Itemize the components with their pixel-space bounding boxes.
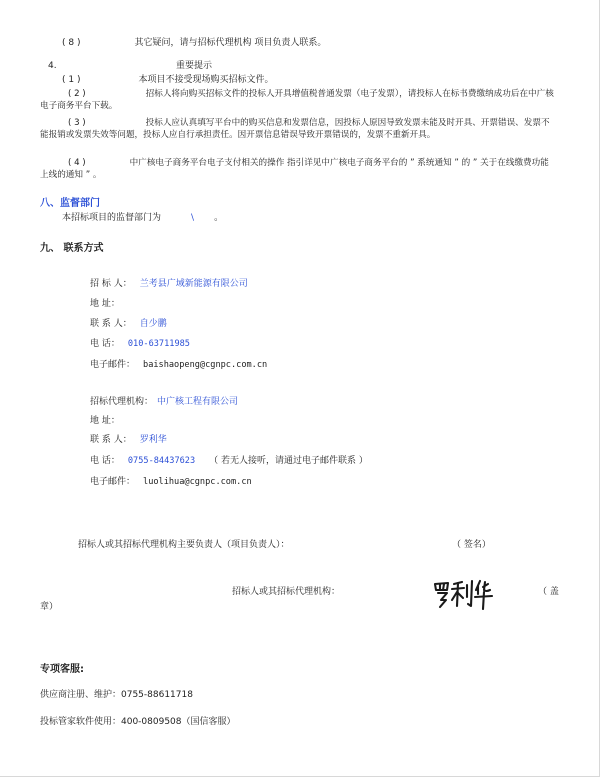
list-number: ( 3 ) [68, 118, 86, 128]
section-heading-supervision: 八、监督部门 [40, 198, 100, 209]
signature-line-agency: 招标人或其招标代理机构： [232, 587, 341, 597]
field-label: 招标代理机构： [90, 397, 154, 407]
field-label: 电 话： [90, 456, 120, 466]
agency-contact-row [90, 434, 167, 446]
field-label: 电子邮件： [90, 477, 136, 487]
field-label: 地 址： [90, 299, 120, 309]
supervision-text [62, 212, 223, 224]
field-label: 电子邮件： [90, 360, 136, 370]
handwritten-signature [432, 578, 494, 610]
agency-name: 中广核工程有限公司 [157, 397, 239, 407]
agency-email: luolihua@cgnpc.com.cn [143, 477, 252, 487]
supervision-period: 。 [214, 213, 224, 223]
tenderer-address-row [90, 298, 120, 310]
list-number: ( 4 ) [68, 158, 86, 168]
supervision-label: 本招标项目的监督部门为 [62, 213, 162, 223]
notice-item-1 [62, 74, 274, 86]
tenderer-name: 兰考县广域新能源有限公司 [139, 279, 248, 289]
agency-contact-person: 罗利华 [139, 435, 167, 445]
list-text: 本项目不接受现场购买招标文件。 [138, 75, 274, 85]
tenderer-name-row [90, 278, 248, 290]
supervision-value: \ [191, 213, 195, 223]
list-number: ( 2 ) [68, 89, 86, 99]
tenderer-email: baishaopeng@cgnpc.com.cn [143, 360, 268, 370]
field-label: 联 系 人： [90, 435, 132, 445]
notice-item-2 [40, 88, 556, 112]
field-label: 地 址： [90, 416, 120, 426]
field-label: 招 标 人： [90, 279, 132, 289]
field-label: 联 系 人： [90, 319, 132, 329]
tenderer-phone: 010-63711985 [127, 339, 190, 349]
list-text: 投标人应认真填写平台中的购买信息和发票信息，因投标人原因导致发票未能及时开具、开票错误、发票不能报销或发票失效等问题，投标人应自行承担责任。因开票信息错误导致开票错误的，发票不重新开具。 [40, 118, 550, 140]
section-number: 4. [48, 61, 57, 71]
seal-note-prefix: （ 盖 [538, 587, 559, 597]
service-heading: 专项客服: [40, 664, 84, 675]
service-line-software: 投标管家软件使用：400-0809508（国信客服） [40, 717, 236, 727]
service-line-registration: 供应商注册、维护：0755-88611718 [40, 690, 193, 700]
list-text: 中广核电子商务平台电子支付相关的操作 指引详见中广核电子商务平台的 ” 系统通知 ” 的 ” 关于在线缴费功能上线的通知 ” 。 [40, 158, 549, 180]
signature-note: （ 签名） [452, 540, 491, 550]
list-text: 其它疑问，请与招标代理机构 项目负责人联系。 [134, 38, 327, 48]
signature-line-responsible: 招标人或其招标代理机构主要负责人（项目负责人）： [78, 540, 290, 550]
agency-address-row [90, 415, 120, 427]
notice-item-4 [40, 157, 556, 181]
tenderer-email-row [90, 359, 267, 371]
seal-note-suffix: 章） [40, 602, 59, 612]
tenderer-contact-row [90, 318, 167, 330]
agency-phone-note: （ 若无人接听，请通过电子邮件联系 ） [209, 456, 368, 466]
field-label: 电 话： [90, 339, 120, 349]
notice-title: 重要提示 [176, 61, 213, 71]
list-item-8 [62, 37, 326, 49]
agency-phone: 0755-84437623 [127, 456, 196, 466]
list-number: ( 8 ) [62, 38, 81, 48]
section-heading-contact: 九、 联系方式 [40, 243, 104, 254]
tenderer-contact-person: 自少鹏 [139, 319, 167, 329]
tenderer-phone-row [90, 338, 190, 350]
agency-phone-row [90, 455, 368, 467]
list-number: ( 1 ) [62, 75, 81, 85]
agency-email-row [90, 476, 252, 488]
notice-item-3 [40, 117, 556, 141]
agency-name-row [90, 396, 238, 408]
list-text: 招标人将向购买招标文件的投标人开具增值税普通发票（电子发票），请投标人在标书费缴纳成功后在中广核电子商务平台下载。 [40, 89, 554, 111]
